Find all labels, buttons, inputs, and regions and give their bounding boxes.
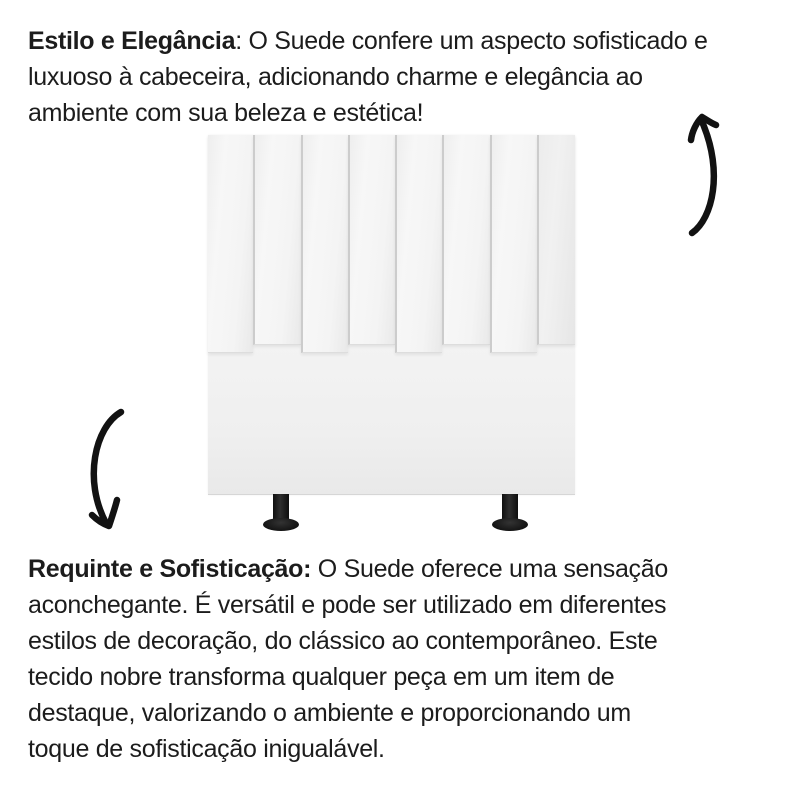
details-paragraph — [28, 551, 668, 767]
intro-lead: Estilo e Elegância — [28, 27, 236, 55]
curved-arrow-up-icon — [683, 110, 727, 240]
headboard-panel — [348, 135, 395, 345]
intro-paragraph — [28, 23, 708, 131]
headboard-panel — [395, 135, 442, 353]
headboard-foot-right — [492, 493, 528, 531]
details-line-3: estilos de decoração, do clássico ao contemporâneo. Este — [28, 627, 658, 655]
details-lead-rest: O Suede oferece uma sensação — [311, 555, 668, 583]
details-line-5: destaque, valorizando o ambiente e proporcionando um — [28, 699, 631, 727]
arrow-shaft — [692, 124, 714, 233]
details-line-4: tecido nobre transforma qualquer peça em um item de — [28, 663, 615, 691]
details-line-1 — [28, 551, 668, 587]
intro-lead-rest: : O Suede confere um aspecto sofisticado e — [235, 27, 708, 55]
details-line-6: toque de sofisticação inigualável. — [28, 735, 385, 763]
headboard-panel — [253, 135, 300, 345]
foot-disc — [263, 518, 299, 531]
headboard-panel — [537, 135, 575, 345]
details-line-2: aconchegante. É versátil e pode ser utilizado em diferentes — [28, 591, 667, 619]
headboard-base — [208, 344, 575, 494]
headboard-photo — [208, 135, 575, 495]
headboard-panels — [208, 135, 575, 353]
foot-disc — [492, 518, 528, 531]
headboard-panel — [442, 135, 489, 345]
headboard-foot-left — [263, 493, 299, 531]
intro-line-2: luxuoso à cabeceira, adicionando charme e elegância ao — [28, 63, 643, 91]
details-lead: Requinte e Sofisticação: — [28, 555, 312, 583]
curved-arrow-down-icon — [82, 404, 130, 540]
headboard-panel — [208, 135, 253, 353]
headboard-panel — [490, 135, 537, 353]
headboard-panel — [301, 135, 348, 353]
intro-line-3: ambiente com sua beleza e estética! — [28, 99, 424, 127]
intro-line-1 — [28, 23, 708, 59]
